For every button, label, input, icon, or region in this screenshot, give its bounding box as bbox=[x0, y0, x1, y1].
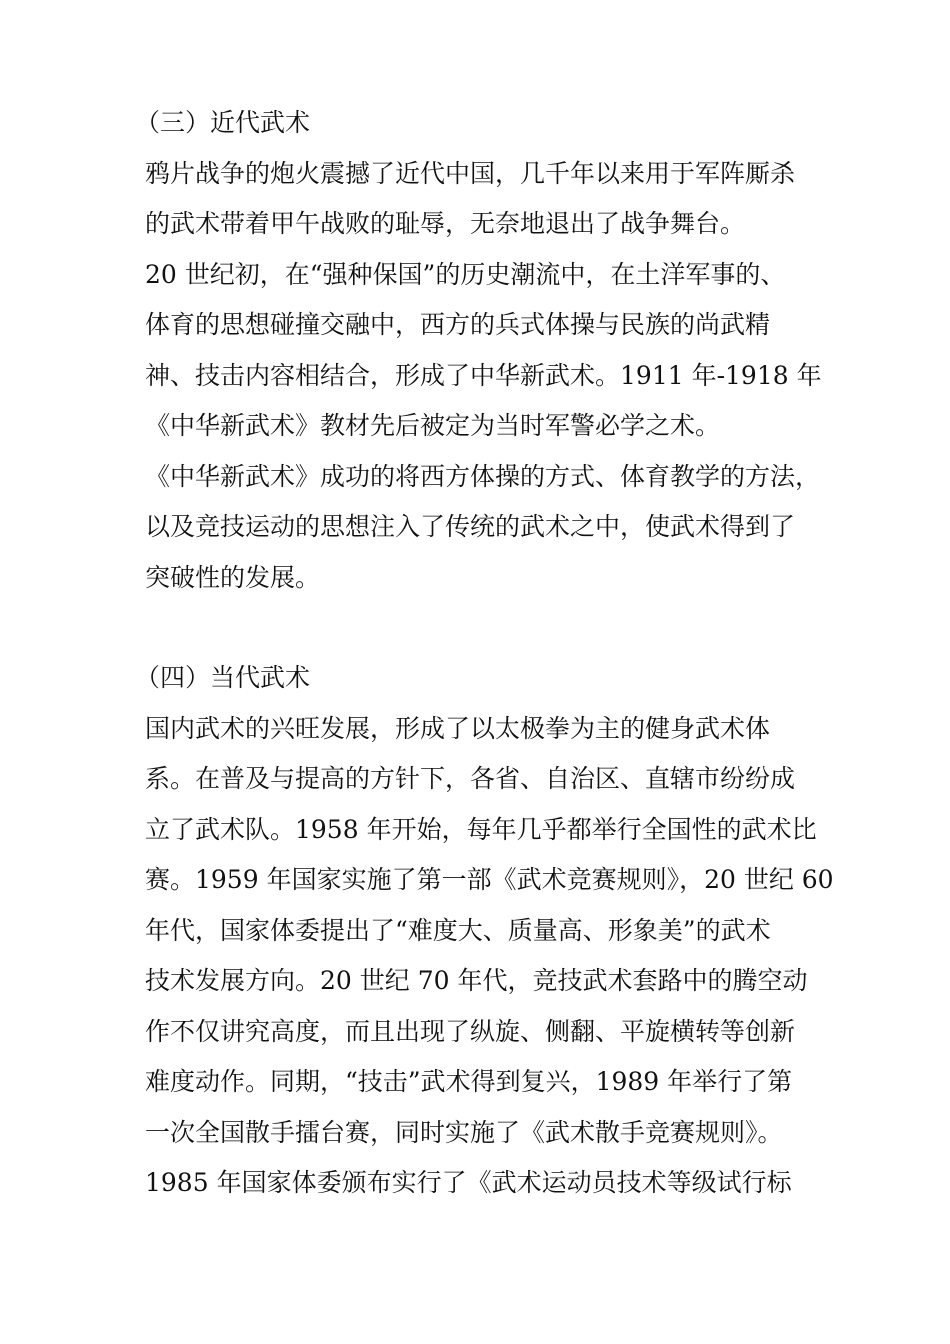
paragraph-line: 突破性的发展。 bbox=[145, 562, 321, 592]
paragraph-line: 难度动作。同期，“技击”武术得到复兴，1989 年举行了第 bbox=[145, 1067, 793, 1096]
paragraph-line: 一次全国散手擂台赛，同时实施了《武术散手竞赛规则》。 bbox=[145, 1117, 783, 1147]
paragraph-line: 《中华新武术》成功的将西方体操的方式、体育教学的方法， bbox=[145, 461, 821, 491]
paragraph-line: 20 世纪初，在“强种保国”的历史潮流中，在土洋军事的、 bbox=[145, 259, 786, 289]
paragraph-line: 技术发展方向。20 世纪 70 年代，竞技武术套路中的腾空动 bbox=[145, 966, 808, 995]
paragraph-line: 立了武术队。1958 年开始，每年几乎都举行全国性的武术比 bbox=[145, 814, 817, 844]
paragraph-line: 国内武术的兴旺发展，形成了以太极拳为主的健身武术体 bbox=[145, 713, 771, 743]
paragraph-line: 1985 年国家体委颁布实行了《武术运动员技术等级试行标 bbox=[145, 1168, 792, 1197]
section-heading-modern-wushu: （三）近代武术 bbox=[135, 108, 311, 137]
section-heading-contemporary-wushu: （四）当代武术 bbox=[135, 663, 311, 692]
paragraph-line: 体育的思想碰撞交融中，西方的兵式体操与民族的尚武精 bbox=[145, 310, 771, 339]
paragraph-line: 《中华新武术》教材先后被定为当时军警必学之术。 bbox=[145, 411, 721, 440]
paragraph-line: 赛。1959 年国家实施了第一部《武术竞赛规则》，20 世纪 60 bbox=[145, 865, 834, 894]
document-body bbox=[135, 98, 834, 1209]
paragraph-line: 的武术带着甲午战败的耻辱，无奈地退出了战争舞台。 bbox=[145, 209, 746, 238]
paragraph-line: 系。在普及与提高的方针下，各省、自治区、直辖市纷纷成 bbox=[145, 764, 796, 793]
paragraph-line: 年代，国家体委提出了“难度大、质量高、形象美”的武术 bbox=[145, 915, 771, 945]
section-spacer bbox=[145, 603, 810, 653]
paragraph-line: 作不仅讲究高度，而且出现了纵旋、侧翻、平旋横转等创新 bbox=[145, 1016, 796, 1046]
paragraph-line: 以及竞技运动的思想注入了传统的武术之中，使武术得到了 bbox=[145, 512, 796, 541]
paragraph-line: 鸦片战争的炮火震撼了近代中国，几千年以来用于军阵厮杀 bbox=[145, 158, 796, 188]
paragraph-line: 神、技击内容相结合，形成了中华新武术。1911 年-1918 年 bbox=[145, 360, 822, 390]
